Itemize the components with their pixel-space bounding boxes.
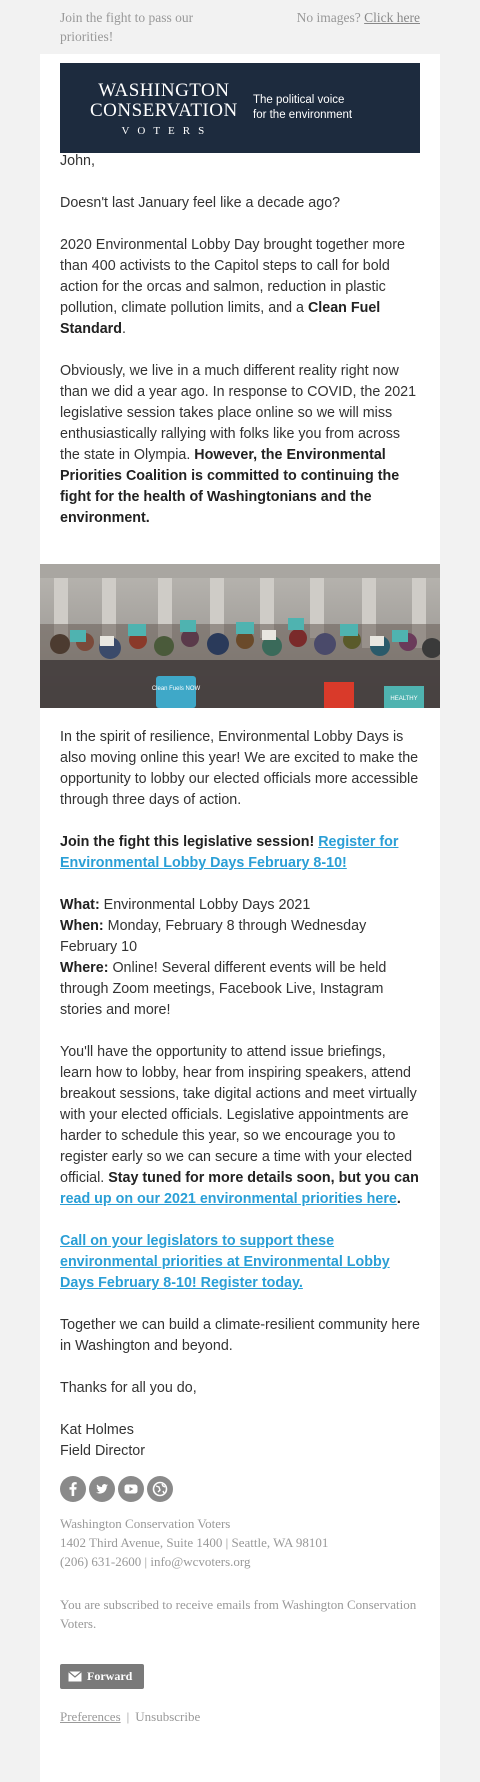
where-value: Online! Several different events will be held through Zoom meetings, Facebook Live, Instagram stories and more! xyxy=(60,960,387,1018)
email-body-bottom xyxy=(60,727,420,1462)
paragraph-2-text: 2020 Environmental Lobby Day brought together more than 400 activists to the Capitol steps to call for bold action for the orcas and salmon, reduction in plastic pollution, climate pollution limits, and a xyxy=(60,237,405,316)
paragraph-3-bold: However, the Environmental Priorities Coalition is committed to continuing the fight for the health of Washingtonians and the environment. xyxy=(60,447,400,526)
logo-line-2: CONSERVATION xyxy=(90,100,238,121)
header-banner[interactable] xyxy=(60,63,420,153)
footer-contact: (206) 631-2600 | info@wcvoters.org xyxy=(60,1554,251,1569)
paragraph-1: Doesn't last January feel like a decade ago? xyxy=(60,195,341,211)
twitter-icon[interactable] xyxy=(89,1476,115,1502)
footer-links xyxy=(60,1709,200,1725)
when-label: When: xyxy=(60,918,104,934)
greeting: John, xyxy=(60,153,95,169)
paragraph-4: In the spirit of resilience, Environmental Lobby Days is also moving online this year! We are excited to make the opportunity to lobby our elected officials more accessible through three days of action. xyxy=(60,729,419,808)
preheader xyxy=(60,8,420,52)
no-images-label: No images? xyxy=(296,10,361,25)
crowd-photo-illustration xyxy=(40,564,440,708)
when-value: Monday, February 8 through Wednesday February 10 xyxy=(60,918,367,955)
footer-subscription-note: You are subscribed to receive emails from Washington Conservation Voters. xyxy=(60,1597,417,1631)
preheader-text: Join the fight to pass our priorities! xyxy=(60,10,194,44)
call-legislators-link[interactable]: Call on your legislators to support these environmental priorities at Environmental Lobby Days February 8-10! Register today. xyxy=(60,1233,390,1291)
youtube-icon[interactable] xyxy=(118,1476,144,1502)
paragraph-7 xyxy=(60,1042,420,1210)
lobby-day-photo xyxy=(40,564,440,708)
clean-fuels-sign xyxy=(156,676,196,708)
tagline-line-1: The political voice xyxy=(253,94,345,106)
email-card xyxy=(40,54,440,1782)
logo-line-1: WASHINGTON xyxy=(98,80,230,101)
where-line xyxy=(60,958,420,1021)
preferences-link[interactable]: Preferences xyxy=(60,1709,121,1724)
paragraph-5 xyxy=(60,832,420,874)
signature-name: Kat Holmes xyxy=(60,1422,134,1438)
paragraph-10: Thanks for all you do, xyxy=(60,1380,197,1396)
paragraph-7-text: You'll have the opportunity to attend issue briefings, learn how to lobby, hear from inspiring speakers, attend breakout sessions, take digital actions and meet virtually with your elected officials. Legislative appointments are harder to schedule this year, so we encourage you to register early so we can secure a time with your elected official. xyxy=(60,1044,417,1186)
no-images-note xyxy=(297,8,420,27)
signature-title: Field Director xyxy=(60,1443,146,1459)
where-label: Where: xyxy=(60,960,109,976)
unsubscribe-link[interactable]: Unsubscribe xyxy=(135,1709,201,1724)
paragraph-8 xyxy=(60,1231,420,1294)
priorities-link[interactable]: read up on our 2021 environmental priorities here xyxy=(60,1191,397,1207)
website-icon[interactable] xyxy=(147,1476,173,1502)
what-value: Environmental Lobby Days 2021 xyxy=(99,897,311,913)
tagline xyxy=(253,93,352,123)
paragraph-7-end: . xyxy=(396,1191,401,1207)
footer-address xyxy=(60,1514,420,1571)
register-link[interactable]: Register for Environmental Lobby Days February 8-10! xyxy=(60,834,399,871)
footer-separator: | xyxy=(126,1709,130,1724)
when-line xyxy=(60,916,420,958)
envelope-icon xyxy=(68,1671,82,1682)
paragraph-3 xyxy=(60,361,420,529)
social-links xyxy=(60,1476,173,1504)
logo-line-3: VOTERS xyxy=(121,125,213,137)
paragraph-3-text: Obviously, we live in a much different reality right now than we did a year ago. In response to COVID, the 2021 legislative session takes place online so we will miss enthusiastically rallying with folks like you from across the state in Olympia. xyxy=(60,363,417,463)
join-fight-text: Join the fight this legislative session! xyxy=(60,834,319,850)
facebook-icon[interactable] xyxy=(60,1476,86,1502)
wcv-logo xyxy=(90,81,238,139)
forward-button[interactable] xyxy=(60,1664,144,1689)
clean-fuels-sign-label: Clean Fuels NOW xyxy=(151,686,201,692)
healthy-sign-label: HEALTHY xyxy=(390,696,418,702)
paragraph-7-bold: Stay tuned for more details soon, but you can xyxy=(108,1170,419,1186)
what-line xyxy=(60,895,420,916)
email-body-top xyxy=(60,151,420,529)
footer-address-line: 1402 Third Avenue, Suite 1400 | Seattle, WA 98101 xyxy=(60,1535,329,1550)
paragraph-9: Together we can build a climate-resilient community here in Washington and beyond. xyxy=(60,1317,420,1354)
clean-fuel-standard: Clean Fuel Standard xyxy=(60,300,381,337)
footer-org: Washington Conservation Voters xyxy=(60,1516,231,1531)
view-online-link[interactable]: Click here xyxy=(364,10,420,25)
paragraph-2 xyxy=(60,235,420,340)
what-label: What: xyxy=(60,897,100,913)
paragraph-2-end: . xyxy=(121,321,126,337)
tagline-line-2: for the environment xyxy=(253,109,353,121)
forward-label: Forward xyxy=(87,1669,133,1683)
